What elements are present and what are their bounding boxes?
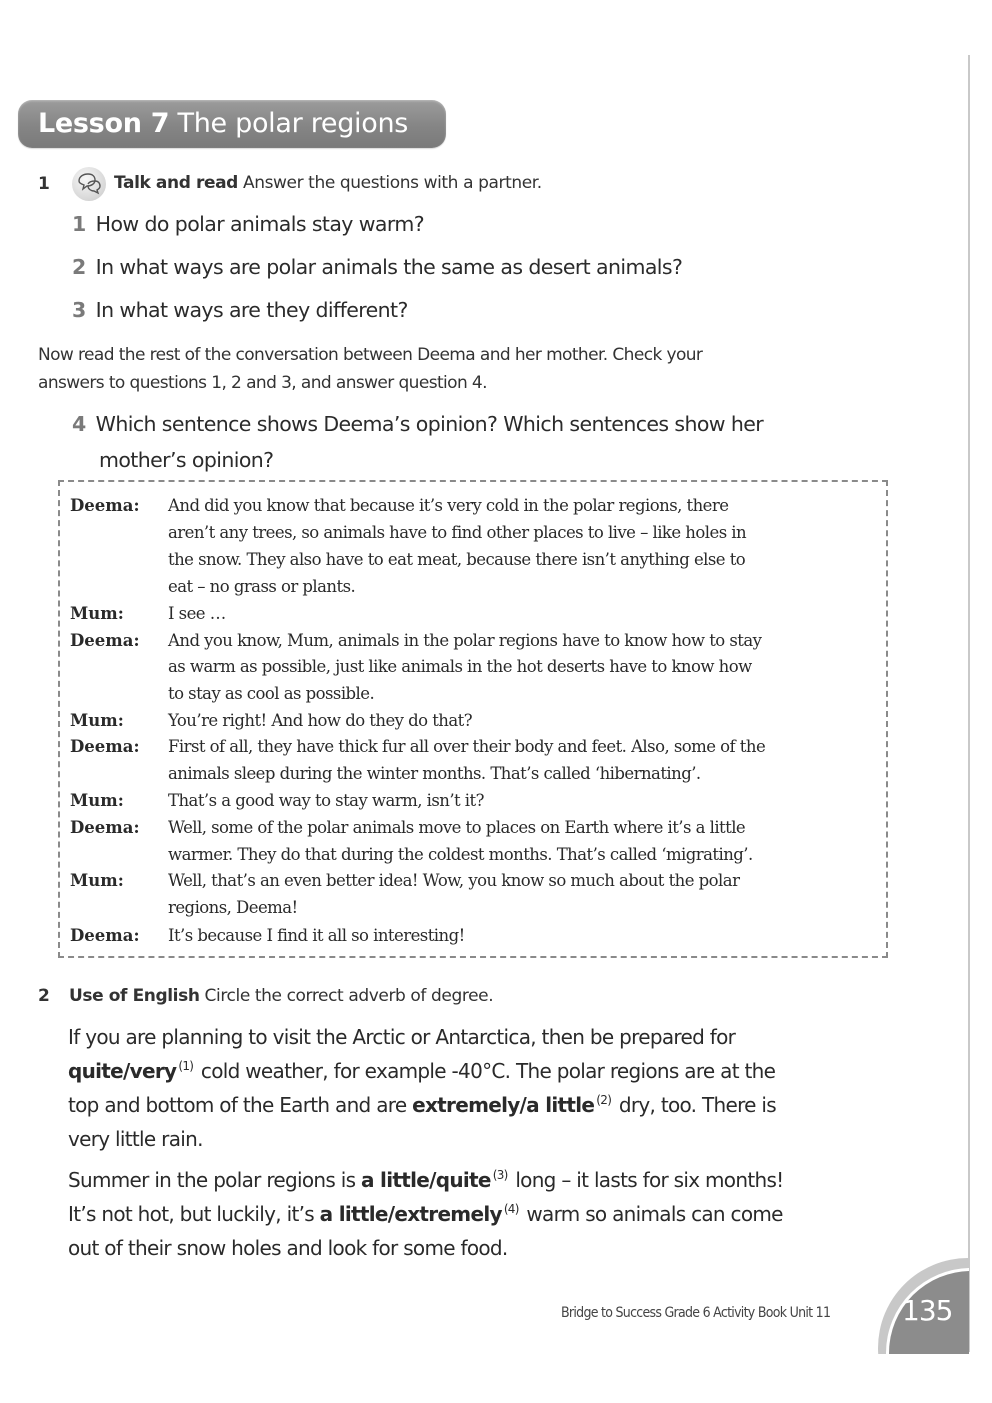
paragraph-line [68, 1168, 783, 1192]
paragraph-text: It’s not hot, but luckily, it’s [68, 1202, 320, 1226]
paragraph-text: dry, too. There is [613, 1093, 777, 1117]
dialogue-line: First of all, they have thick fur all over their body and feet. Also, some of the [168, 737, 766, 756]
paragraph-text: long – it lasts for six months! [509, 1168, 784, 1192]
choice-ref: (2) [596, 1093, 612, 1107]
dialogue-line: Well, that’s an even better idea! Wow, you know so much about the polar [168, 871, 740, 890]
read-instruction-line: Now read the rest of the conversation between Deema and her mother. Check your [38, 345, 703, 365]
exercise-2-label: Use of English [69, 986, 200, 1006]
dialogue-line: warmer. They do that during the coldest months. That’s called ‘migrating’. [168, 845, 753, 864]
question-number: 1 [72, 212, 86, 236]
choice-ref: (1) [178, 1059, 194, 1073]
page-number: 135 [902, 1294, 953, 1327]
lesson-title: The polar regions [177, 108, 409, 139]
question-number: 3 [72, 298, 86, 322]
adverb-choice-1[interactable]: quite/very [68, 1059, 177, 1083]
paragraph-text: Summer in the polar regions is [68, 1168, 361, 1192]
lesson-title-banner [18, 100, 446, 148]
choice-ref: (3) [492, 1168, 508, 1182]
dialogue-speaker: Deema: [70, 737, 140, 756]
dialogue-line: to stay as cool as possible. [168, 684, 375, 703]
page-number-badge [878, 1258, 969, 1354]
question-item [72, 298, 408, 322]
adverb-choice-3[interactable]: a little/quite [360, 1168, 491, 1192]
read-instruction-line: answers to questions 1, 2 and 3, and answer question 4. [38, 373, 487, 393]
question-item [72, 212, 424, 236]
choice-ref: (4) [503, 1202, 519, 1216]
question-text-continued: mother’s opinion? [99, 448, 274, 472]
paragraph-text: cold weather, for example -40°C. The polar regions are at the [195, 1059, 776, 1083]
paragraph-text: warm so animals can come [520, 1202, 783, 1226]
dialogue-line: eat – no grass or plants. [168, 577, 356, 596]
dialogue-speaker: Deema: [70, 926, 140, 945]
question-number: 4 [72, 412, 86, 436]
book-footer: Bridge to Success Grade 6 Activity Book Unit 11 [561, 1305, 831, 1321]
dialogue-line: as warm as possible, just like animals in the hot deserts have to know how [168, 657, 752, 676]
dialogue-line: That’s a good way to stay warm, isn’t it? [168, 791, 484, 810]
dialogue-speaker: Mum: [70, 604, 124, 623]
question-item [72, 412, 763, 436]
exercise-1-label: Talk and read [114, 173, 238, 193]
paragraph-line [68, 1202, 783, 1226]
page-edge-line [968, 55, 970, 1352]
dialogue-speaker: Deema: [70, 631, 140, 650]
paragraph-line: If you are planning to visit the Arctic or Antarctica, then be prepared for [68, 1025, 736, 1049]
adverb-choice-2[interactable]: extremely/a little [412, 1093, 595, 1117]
lesson-number: Lesson 7 [38, 108, 170, 139]
dialogue-speaker: Mum: [70, 791, 124, 810]
dialogue-line: You’re right! And how do they do that? [168, 711, 473, 730]
dialogue-line: I see … [168, 604, 226, 623]
question-text: In what ways are they different? [95, 298, 408, 322]
dialogue-line: aren’t any trees, so animals have to find other places to live – like holes in [168, 523, 747, 542]
paragraph-text: top and bottom of the Earth and are [68, 1093, 413, 1117]
dialogue-line: animals sleep during the winter months. That’s called ‘hibernating’. [168, 764, 701, 783]
dialogue-line: the snow. They also have to eat meat, because there isn’t anything else to [168, 550, 746, 569]
question-text: In what ways are polar animals the same as desert animals? [95, 255, 683, 279]
dialogue-speaker: Mum: [70, 711, 124, 730]
paragraph-line: very little rain. [68, 1127, 203, 1151]
exercise-2-instruction: Circle the correct adverb of degree. [204, 986, 494, 1006]
question-number: 2 [72, 255, 86, 279]
adverb-choice-4[interactable]: a little/extremely [319, 1202, 502, 1226]
exercise-2-heading [69, 986, 493, 1006]
dialogue-speaker: Deema: [70, 818, 140, 837]
dialogue-speaker: Mum: [70, 871, 124, 890]
dialogue-line: And you know, Mum, animals in the polar regions have to know how to stay [168, 631, 762, 650]
dialogue-line: regions, Deema! [168, 898, 298, 917]
question-text: How do polar animals stay warm? [95, 212, 424, 236]
exercise-1-heading [114, 173, 542, 193]
dialogue-speaker: Deema: [70, 496, 140, 515]
exercise-1-number: 1 [38, 174, 50, 194]
speech-bubbles-icon [72, 167, 106, 201]
question-text: Which sentence shows Deema’s opinion? Which sentences show her [95, 412, 764, 436]
paragraph-line [68, 1059, 775, 1083]
exercise-2-number: 2 [38, 986, 50, 1006]
dialogue-line: It’s because I find it all so interesting! [168, 926, 465, 945]
exercise-1-instruction: Answer the questions with a partner. [242, 173, 542, 193]
paragraph-line [68, 1093, 776, 1117]
dialogue-line: And did you know that because it’s very cold in the polar regions, there [168, 496, 729, 515]
dialogue-line: Well, some of the polar animals move to places on Earth where it’s a little [168, 818, 746, 837]
question-item [72, 255, 682, 279]
paragraph-line: out of their snow holes and look for some food. [68, 1236, 508, 1260]
